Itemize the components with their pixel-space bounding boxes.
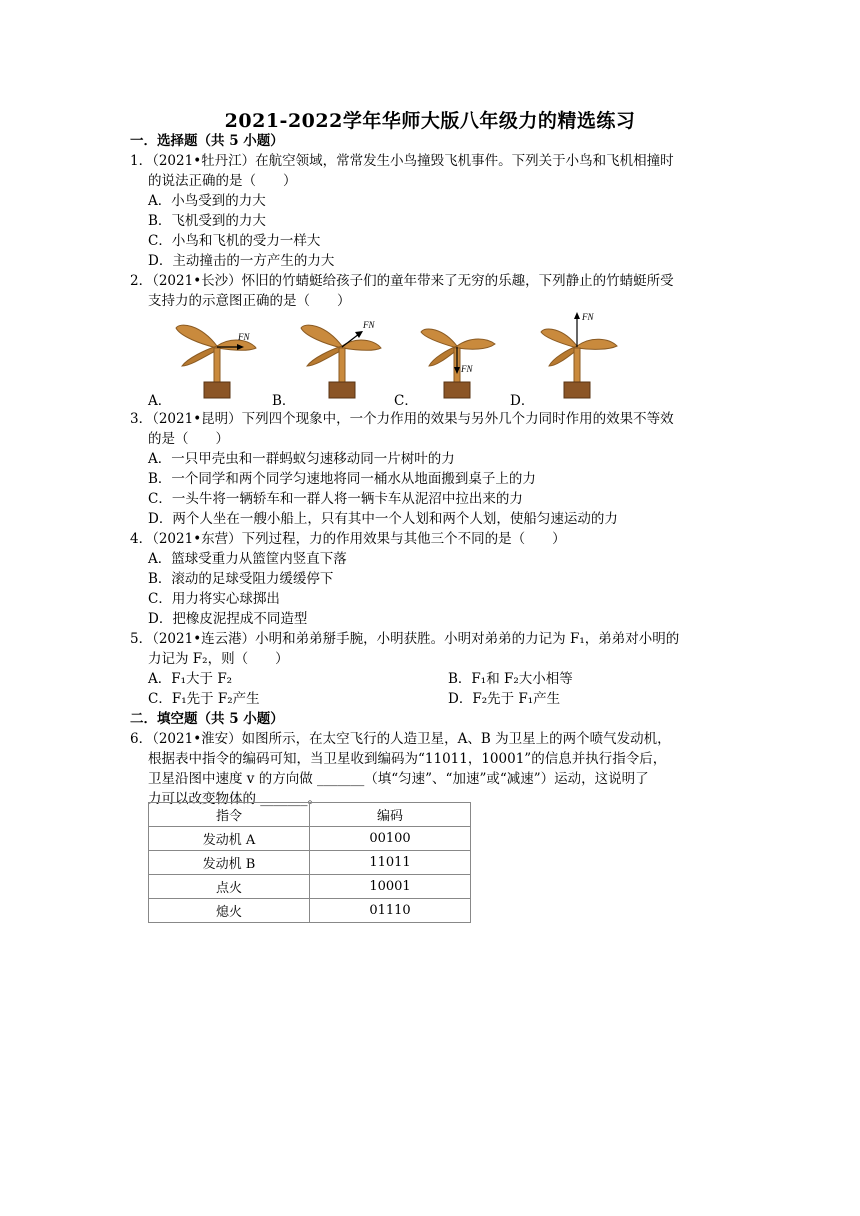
question-2-option-c: C． xyxy=(394,393,418,409)
question-5-option-d: D．F₂先于 F₁产生 xyxy=(448,691,561,707)
table-header-cell: 编码 xyxy=(310,803,471,827)
question-3-option-d: D．两个人坐在一艘小船上，只有其中一个人划和两个人划，使船匀速运动的力 xyxy=(148,511,618,527)
question-2-option-b: B． xyxy=(272,393,296,409)
dragonfly-figure-a xyxy=(170,314,265,402)
question-1-option-a: A．小鸟受到的力大 xyxy=(148,193,266,209)
table-cell: 11011 xyxy=(310,851,471,875)
table-row xyxy=(149,875,471,899)
table-header-row xyxy=(149,803,471,827)
question-3-stem: 3．（2021•昆明）下列四个现象中，一个力作用的效果与另外几个力同时作用的效果不等效 xyxy=(130,411,674,427)
table-cell: 发动机 A xyxy=(149,827,310,851)
question-1-option-b: B．飞机受到的力大 xyxy=(148,213,266,229)
dragonfly-figure-c xyxy=(415,314,510,402)
question-3-option-b: B．一个同学和两个同学匀速地将同一桶水从地面搬到桌子上的力 xyxy=(148,471,536,487)
question-4-option-d: D．把橡皮泥捏成不同造型 xyxy=(148,611,308,627)
dragonfly-figure-b xyxy=(295,314,390,402)
question-1-option-c: C．小鸟和飞机的受力一样大 xyxy=(148,233,321,249)
question-4-option-b: B．滚动的足球受阻力缓缓停下 xyxy=(148,571,334,587)
question-6-stem: 6．（2021•淮安）如图所示，在太空飞行的人造卫星，A、B 为卫星上的两个喷气发动机， xyxy=(130,731,671,747)
force-label-a: FN xyxy=(238,332,250,342)
question-5-option-c: C．F₁先于 F₂产生 xyxy=(148,691,260,707)
question-2-option-d: D． xyxy=(510,393,535,409)
question-6-stem-line3: 卫星沿图中速度 v 的方向做 _______（填“匀速”、“加速”或“减速”）运动，这说明了 xyxy=(148,771,649,787)
table-cell: 熄火 xyxy=(149,899,310,923)
question-5-stem-cont: 力记为 F₂，则（ ） xyxy=(148,651,289,667)
question-4-option-c: C．用力将实心球掷出 xyxy=(148,591,280,607)
table-cell: 10001 xyxy=(310,875,471,899)
question-3-option-a: A．一只甲壳虫和一群蚂蚁匀速移动同一片树叶的力 xyxy=(148,451,455,467)
question-3-option-c: C．一头牛将一辆轿车和一群人将一辆卡车从泥沼中拉出来的力 xyxy=(148,491,523,507)
table-row xyxy=(149,899,471,923)
table-cell: 点火 xyxy=(149,875,310,899)
table-row xyxy=(149,851,471,875)
table-cell: 发动机 B xyxy=(149,851,310,875)
force-label-d: FN xyxy=(582,312,594,322)
question-1-stem-cont: 的说法正确的是（ ） xyxy=(148,173,297,189)
dragonfly-figure-d xyxy=(535,306,630,402)
section-heading-fill: 二．填空题（共 5 小题） xyxy=(130,711,284,727)
question-4-stem: 4．（2021•东营）下列过程，力的作用效果与其他三个不同的是（ ） xyxy=(130,531,566,547)
question-3-stem-cont: 的是（ ） xyxy=(148,431,229,447)
question-6-stem-line2: 根据表中指令的编码可知，当卫星收到编码为“11011，10001”的信息并执行指令后， xyxy=(148,751,667,767)
question-6-stem-line4: 力可以改变物体的 _______。 xyxy=(148,791,322,807)
question-1-stem: 1．（2021•牡丹江）在航空领域，常常发生小鸟撞毁飞机事件。下列关于小鸟和飞机相撞时 xyxy=(130,153,674,169)
question-2-stem: 2．（2021•长沙）怀旧的竹蜻蜓给孩子们的童年带来了无穷的乐趣，下列静止的竹蜻蜓所受 xyxy=(130,273,674,289)
question-2-option-a: A． xyxy=(148,393,172,409)
page-title: 2021-2022学年华师大版八年级力的精选练习 xyxy=(224,110,636,132)
question-5-option-a: A．F₁大于 F₂ xyxy=(148,671,233,687)
force-label-b: FN xyxy=(363,320,375,330)
section-heading-choice: 一．选择题（共 5 小题） xyxy=(130,133,284,149)
question-1-option-d: D．主动撞击的一方产生的力大 xyxy=(148,253,335,269)
question-2-stem-cont: 支持力的示意图正确的是（ ） xyxy=(148,293,351,309)
table-cell: 00100 xyxy=(310,827,471,851)
question-5-option-b: B．F₁和 F₂大小相等 xyxy=(448,671,573,687)
table-header-cell: 指令 xyxy=(149,803,310,827)
question-4-option-a: A．篮球受重力从篮筐内竖直下落 xyxy=(148,551,347,567)
force-label-c: FN xyxy=(461,364,473,374)
instruction-code-table xyxy=(148,802,471,923)
question-5-stem: 5．（2021•连云港）小明和弟弟掰手腕，小明获胜。小明对弟弟的力记为 F₁，弟弟对小明的 xyxy=(130,631,680,647)
table-cell: 01110 xyxy=(310,899,471,923)
table-row xyxy=(149,827,471,851)
